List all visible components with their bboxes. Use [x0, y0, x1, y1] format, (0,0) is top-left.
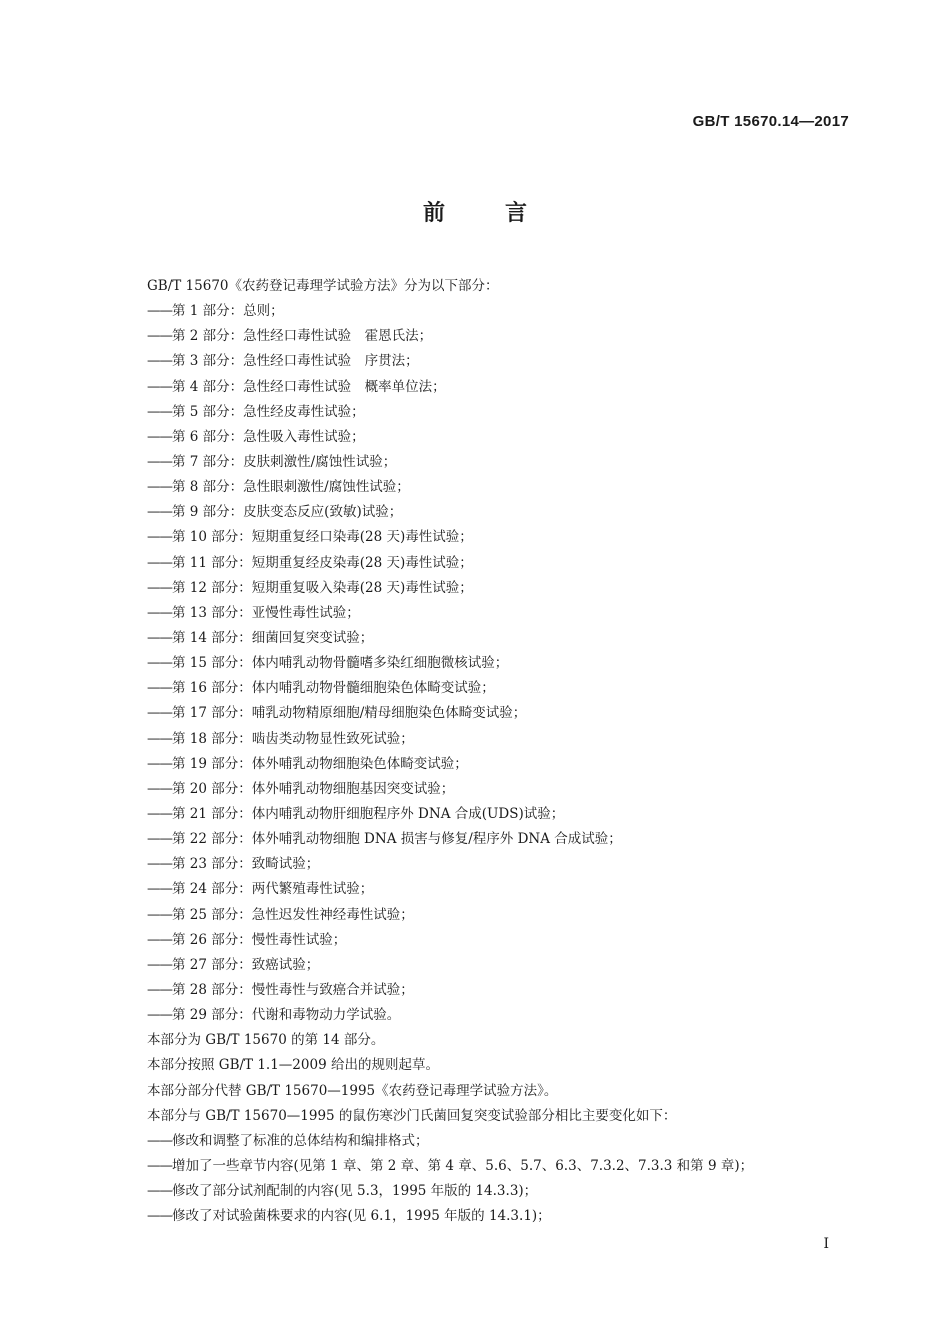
change-item: ——修改了部分试剂配制的内容(见 5.3，1995 年版的 14.3.3)；	[147, 1183, 538, 1200]
page-number: I	[823, 1236, 829, 1252]
list-item: ——第 24 部分：两代繁殖毒性试验；	[147, 881, 374, 898]
list-item: ——第 16 部分：体内哺乳动物骨髓细胞染色体畸变试验；	[147, 680, 495, 697]
list-item: ——第 12 部分：短期重复吸入染毒(28 天)毒性试验；	[147, 579, 473, 596]
list-item: ——第 9 部分：皮肤变态反应(致敏)试验；	[147, 504, 403, 521]
title-char-1: 前	[422, 201, 445, 226]
list-item: ——第 1 部分：总则；	[147, 303, 284, 320]
list-item: ——第 15 部分：体内哺乳动物骨髓嗜多染红细胞微核试验；	[147, 655, 509, 672]
list-item: ——第 17 部分：哺乳动物精原细胞/精母细胞染色体畸变试验；	[147, 705, 527, 722]
list-item: ——第 21 部分：体内哺乳动物肝细胞程序外 DNA 合成(UDS)试验；	[147, 805, 565, 822]
list-item: ——第 14 部分：细菌回复突变试验；	[147, 629, 374, 646]
change-item: ——修改和调整了标准的总体结构和编排格式；	[147, 1132, 429, 1149]
title-char-2: 言	[505, 201, 528, 226]
statement-line: 本部分部分代替 GB/T 15670—1995《农药登记毒理学试验方法》。	[147, 1082, 558, 1099]
list-item: ——第 5 部分：急性经皮毒性试验；	[147, 403, 365, 420]
standard-number: GB/T 15670.14—2017	[692, 113, 849, 130]
list-item: ——第 3 部分：急性经口毒性试验 序贯法；	[147, 353, 419, 370]
statement-line: 本部分按照 GB/T 1.1—2009 给出的规则起草。	[147, 1057, 439, 1074]
list-item: ——第 11 部分：短期重复经皮染毒(28 天)毒性试验；	[147, 554, 473, 571]
list-item: ——第 20 部分：体外哺乳动物细胞基因突变试验；	[147, 780, 455, 797]
list-item: ——第 10 部分：短期重复经口染毒(28 天)毒性试验；	[147, 529, 473, 546]
list-item: ——第 23 部分：致畸试验；	[147, 856, 320, 873]
list-item: ——第 22 部分：体外哺乳动物细胞 DNA 损害与修复/程序外 DNA 合成试验；	[147, 831, 622, 848]
list-item: ——第 13 部分：亚慢性毒性试验；	[147, 604, 360, 621]
list-item: ——第 7 部分：皮肤刺激性/腐蚀性试验；	[147, 453, 397, 470]
statement-line: 本部分与 GB/T 15670—1995 的鼠伤寒沙门氏菌回复突变试验部分相比主要变化如下：	[147, 1107, 677, 1124]
list-item: ——第 2 部分：急性经口毒性试验 霍恩氏法；	[147, 328, 433, 345]
statement-line: 本部分为 GB/T 15670 的第 14 部分。	[147, 1032, 385, 1049]
intro-line: GB/T 15670《农药登记毒理学试验方法》分为以下部分：	[147, 278, 499, 294]
list-item: ——第 18 部分：啮齿类动物显性致死试验；	[147, 730, 414, 747]
list-item: ——第 28 部分：慢性毒性与致癌合并试验；	[147, 981, 414, 998]
list-item: ——第 4 部分：急性经口毒性试验 概率单位法；	[147, 378, 446, 395]
list-item: ——第 6 部分：急性吸入毒性试验；	[147, 428, 365, 445]
list-item: ——第 25 部分：急性迟发性神经毒性试验；	[147, 906, 414, 923]
change-item: ——修改了对试验菌株要求的内容(见 6.1，1995 年版的 14.3.1)；	[147, 1208, 551, 1225]
list-item: ——第 29 部分：代谢和毒物动力学试验。	[147, 1007, 401, 1024]
foreword-body	[147, 274, 852, 1229]
list-item: ——第 27 部分：致癌试验；	[147, 956, 320, 973]
list-item: ——第 8 部分：急性眼刺激性/腐蚀性试验；	[147, 479, 410, 496]
list-item: ——第 19 部分：体外哺乳动物细胞染色体畸变试验；	[147, 755, 468, 772]
change-item: ——增加了一些章节内容(见第 1 章、第 2 章、第 4 章、5.6、5.7、6.3、7.3.2、7.3.3 和第 9 章)；	[147, 1157, 754, 1174]
list-item: ——第 26 部分：慢性毒性试验；	[147, 931, 347, 948]
page-title	[0, 196, 950, 227]
